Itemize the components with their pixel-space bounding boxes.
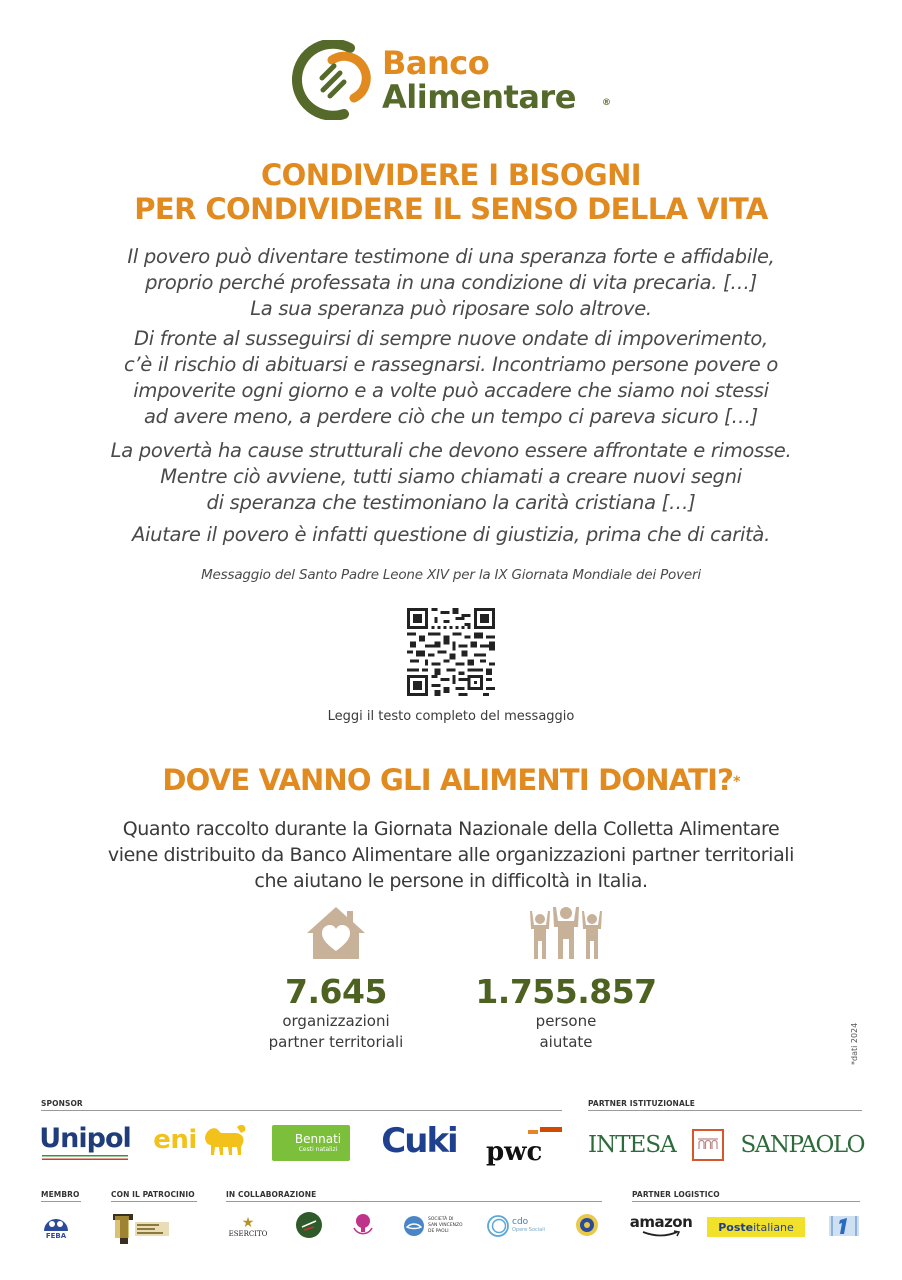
collab-logo-pink-emblem[interactable]: [350, 1212, 376, 1238]
sponsor-logo-bennati[interactable]: [272, 1125, 350, 1161]
stat-value: 7.645: [285, 972, 387, 1011]
eni-wordmark: eni: [153, 1125, 197, 1155]
logistics-logo-blue-1[interactable]: [827, 1214, 861, 1238]
donations-title-text: DOVE VANNO GLI ALIMENTI DONATI?: [162, 763, 734, 797]
headline-line-1: CONDIVIDERE I BISOGNI: [260, 158, 641, 192]
logistics-partner-label: PARTNER LOGISTICO: [632, 1190, 720, 1199]
quote-line: Mentre ciò avviene, tutti siamo chiamati a creare nuovi segni: [160, 465, 742, 488]
intro-line: viene distribuito da Banco Alimentare alle organizzazioni partner territoriali: [107, 844, 795, 866]
unipol-wordmark: Unipol: [39, 1123, 131, 1154]
cdo-subtitle: Opere Sociali: [512, 1227, 546, 1233]
sponsor-logo-pwc[interactable]: [484, 1124, 564, 1166]
patronage-emblem-icon: [111, 1212, 171, 1246]
sponsor-logo-eni[interactable]: [150, 1120, 250, 1160]
sponsor-logo-unipol[interactable]: [40, 1122, 130, 1162]
qr-code[interactable]: [407, 608, 495, 696]
intro-line: Quanto raccolto durante la Giornata Nazionale della Colletta Alimentare: [122, 818, 780, 840]
quote-line: ad avere meno, a perdere ciò che un tempo ci pareva sicuro […]: [144, 405, 758, 428]
intesa-wordmark: INTESA: [588, 1132, 676, 1158]
logo-text-alimentare: Alimentare: [382, 78, 576, 116]
quote-paragraph-1: [0, 244, 902, 322]
quote-line: La sua speranza può riposare solo altrove.: [250, 297, 652, 320]
green-badge-emblem-icon: [299, 1215, 319, 1235]
logistics-logo-amazon[interactable]: [630, 1212, 692, 1240]
quote-paragraph-3: [0, 438, 902, 516]
svg-text:pwc: pwc: [486, 1137, 543, 1166]
data-year-footnote: [848, 1005, 868, 1065]
san-vincenzo-line: SOCIETÀ DI: [428, 1217, 454, 1222]
collab-logo-lions[interactable]: [574, 1212, 600, 1238]
san-vincenzo-emblem-icon: [403, 1215, 425, 1237]
san-vincenzo-line: SAN VINCENZO: [428, 1223, 463, 1228]
quote-line: Aiutare il povero è infatti questione di giustizia, prima che di carità.: [132, 523, 770, 546]
italiane-wordmark: italiane: [753, 1220, 794, 1234]
quote-line: La povertà ha cause strutturali che devono essere affrontate e rimosse.: [110, 439, 792, 462]
institutional-partner-label: PARTNER ISTITUZIONALE: [588, 1099, 695, 1108]
house-heart-icon: [305, 905, 367, 961]
collaboration-divider: [226, 1201, 602, 1202]
quote-line: Di fronte al susseguirsi di sempre nuove ondate di impoverimento,: [134, 327, 768, 350]
collab-logo-cdo[interactable]: [486, 1212, 550, 1240]
stat-label-line-2: aiutate: [539, 1033, 593, 1051]
pink-tree-emblem-icon: [350, 1212, 376, 1238]
sponsor-logo-cuki[interactable]: [372, 1120, 466, 1162]
star-icon: ★: [241, 1214, 255, 1230]
feba-emblem-icon: [43, 1214, 69, 1232]
sponsor-divider: [41, 1110, 562, 1111]
stat-label-line-2: partner territoriali: [268, 1033, 404, 1051]
collab-logo-san-vincenzo[interactable]: [403, 1212, 465, 1240]
footnote-text: *dati 2024: [850, 1022, 859, 1065]
esercito-wordmark: ESERCITO: [228, 1230, 268, 1238]
quote-line: di speranza che testimoniano la carità cristiana […]: [206, 491, 696, 514]
quote-line: impoverite ogni giorno e a volte può accadere che siamo noi stessi: [133, 379, 769, 402]
amazon-smile-icon: [639, 1230, 683, 1238]
bennati-subtitle: Cesti natalizi: [298, 1145, 338, 1153]
member-logo-feba[interactable]: [41, 1212, 71, 1242]
quote-paragraph-2: [0, 326, 902, 430]
institutional-divider: [588, 1110, 862, 1111]
partner-logo-intesa-sanpaolo[interactable]: [588, 1128, 864, 1162]
stat-label-line-1: organizzazioni: [282, 1012, 390, 1030]
logistics-divider: [632, 1201, 860, 1202]
member-divider: [41, 1201, 81, 1202]
logo-mark-icon: [292, 40, 372, 120]
cuki-wordmark: Cuki: [381, 1121, 457, 1161]
stat-value: 1.755.857: [475, 972, 657, 1011]
logo-text-banco: Banco: [382, 44, 490, 82]
pwc-logo: [484, 1124, 564, 1166]
quote-line: c’è il rischio di abituarsi e rassegnarsi. Incontriamo persone povere o: [123, 353, 778, 376]
italian-flag-stripe: [42, 1155, 128, 1160]
stat-organizations: [236, 905, 436, 1053]
intesa-emblem: [692, 1129, 724, 1161]
san-vincenzo-line: DE PAOLI: [428, 1229, 449, 1234]
blue-number-one-logo-icon: [827, 1214, 861, 1238]
people-raised-arms-icon: [526, 905, 606, 961]
member-label: MEMBRO: [41, 1190, 80, 1199]
collab-logo-green-badge[interactable]: [296, 1212, 322, 1238]
collaboration-label: IN COLLABORAZIONE: [226, 1190, 317, 1199]
collab-logo-esercito[interactable]: [226, 1212, 270, 1242]
sanpaolo-wordmark: SANPAOLO: [740, 1132, 864, 1158]
logistics-logo-poste-italiane[interactable]: [707, 1217, 805, 1237]
banco-alimentare-logo: [292, 40, 622, 120]
intro-line: che aiutano le persone in difficoltà in Italia.: [254, 870, 648, 892]
amazon-wordmark: amazon: [629, 1213, 693, 1231]
donations-title: [0, 762, 902, 798]
patronage-logo[interactable]: [111, 1212, 171, 1246]
patronage-label: CON IL PATROCINIO: [111, 1190, 195, 1199]
stat-people: [466, 905, 666, 1053]
qr-caption: Leggi il testo completo del messaggio: [327, 709, 575, 724]
stat-label-line-1: persone: [535, 1012, 597, 1030]
feba-wordmark: FEBA: [45, 1232, 67, 1240]
lions-emblem-icon: [575, 1213, 599, 1237]
sponsor-label: SPONSOR: [41, 1099, 83, 1108]
quote-line: Il povero può diventare testimone di una speranza forte e affidabile,: [127, 245, 775, 268]
six-legged-dog-icon: [201, 1123, 247, 1157]
bennati-wordmark: Bennati: [294, 1131, 342, 1146]
headline-line-2: PER CONDIVIDERE IL SENSO DELLA VITA: [134, 192, 768, 226]
quote-line: proprio perché professata in una condizione di vita precaria. […]: [145, 271, 757, 294]
quote-source: Messaggio del Santo Padre Leone XIV per la IX Giornata Mondiale dei Poveri: [201, 567, 701, 583]
poste-wordmark: Poste: [718, 1220, 754, 1234]
patronage-divider: [111, 1201, 197, 1202]
cdo-text: [512, 1218, 545, 1234]
donations-intro: [0, 816, 902, 894]
cdo-wordmark: cdo: [512, 1217, 529, 1227]
san-vincenzo-text: [428, 1217, 463, 1235]
registered-mark: ®: [602, 98, 611, 108]
quote-paragraph-4: [0, 522, 902, 548]
footnote-marker: *: [733, 774, 740, 790]
cdo-ring-icon: [486, 1214, 510, 1238]
